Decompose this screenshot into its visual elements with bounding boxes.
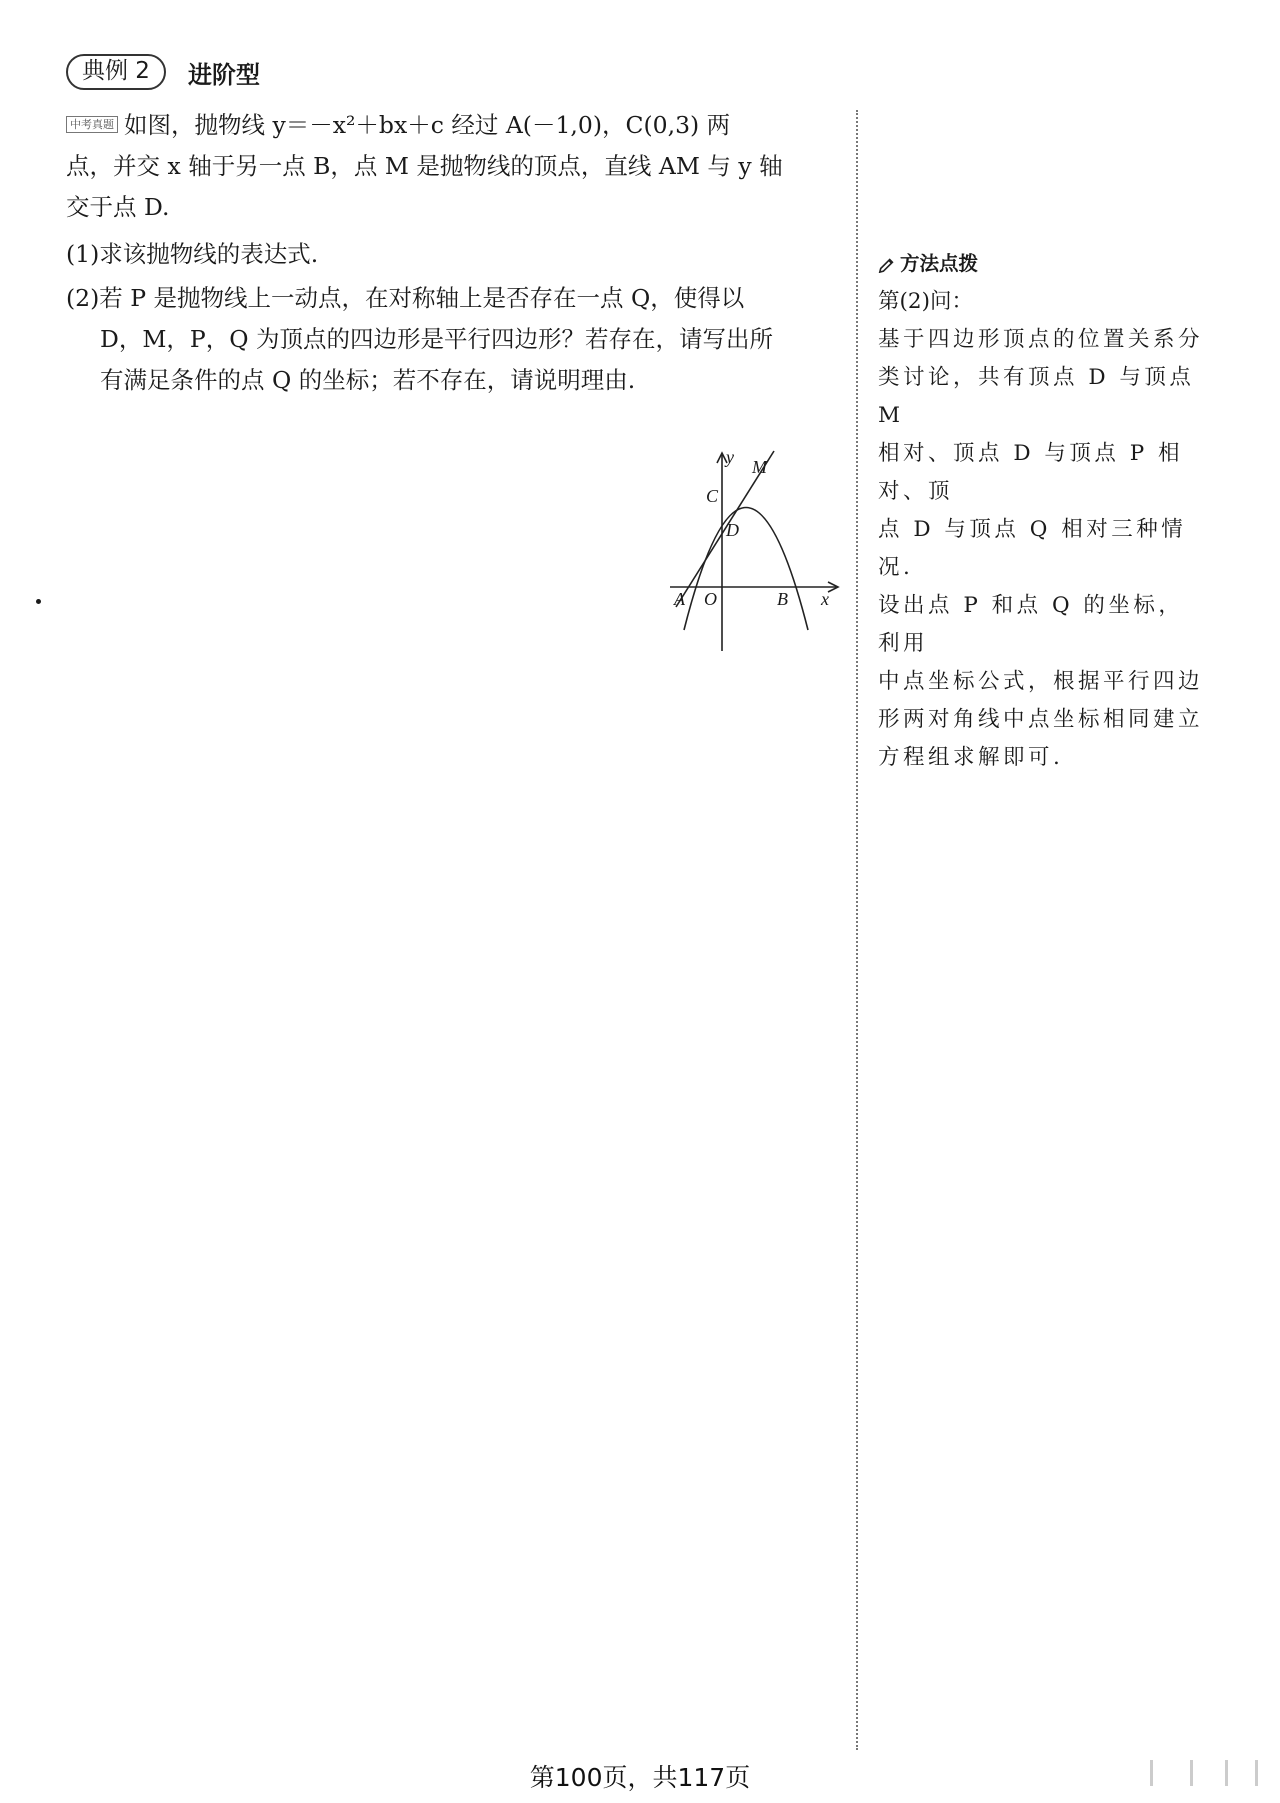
method-line-8: 方程组求解即可. xyxy=(878,745,1064,770)
label-d: D xyxy=(726,520,739,540)
label-m: M xyxy=(752,457,767,477)
question-2-line-2: D，M，P，Q 为顶点的四边形是平行四边形？若存在，请写出所 xyxy=(100,325,773,353)
column-divider xyxy=(856,110,858,1750)
problem-body xyxy=(66,105,836,401)
method-title xyxy=(878,245,1208,283)
problem-line-2: 点，并交 x 轴于另一点 B，点 M 是抛物线的顶点，直线 AM 与 y 轴 xyxy=(66,152,783,180)
pencil-icon xyxy=(878,255,896,273)
problem-line-1 xyxy=(66,105,836,146)
question-2-line-3: 有满足条件的点 Q 的坐标；若不存在，请说明理由. xyxy=(100,366,636,394)
stray-dot xyxy=(36,599,41,604)
method-line-7: 形两对角线中点坐标相同建立 xyxy=(878,707,1204,732)
label-o: O xyxy=(704,589,717,609)
question-1: (1)求该抛物线的表达式. xyxy=(66,240,319,268)
label-a: A xyxy=(674,589,685,609)
scan-mark xyxy=(1225,1760,1228,1786)
method-subtitle: 第(2)问： xyxy=(878,289,973,314)
source-tag: 中考真题 xyxy=(66,116,118,133)
scan-mark xyxy=(1190,1760,1193,1786)
method-line-1: 基于四边形顶点的位置关系分 xyxy=(878,327,1204,352)
method-line-2: 类讨论，共有顶点 D 与顶点 M xyxy=(878,365,1195,428)
scan-mark xyxy=(1150,1760,1153,1786)
scan-mark xyxy=(1255,1760,1258,1786)
label-y: y xyxy=(726,447,734,467)
page-indicator: 第100页，共117页 xyxy=(529,1763,751,1792)
method-title-text: 方法点拨 xyxy=(900,252,979,275)
method-line-6: 中点坐标公式，根据平行四边 xyxy=(878,669,1204,694)
method-line-3: 相对、顶点 D 与顶点 P 相对、顶 xyxy=(878,441,1184,504)
example-header xyxy=(66,52,260,92)
method-line-4: 点 D 与顶点 Q 相对三种情况. xyxy=(878,517,1187,580)
problem-line-3: 交于点 D. xyxy=(66,193,170,221)
example-type-title: 进阶型 xyxy=(187,60,260,89)
label-b: B xyxy=(777,589,788,609)
example-badge: 典例 2 xyxy=(66,54,166,90)
parabola-curve xyxy=(684,508,808,631)
method-line-5: 设出点 P 和点 Q 的坐标，利用 xyxy=(878,593,1184,656)
parabola-figure xyxy=(660,445,850,655)
label-c: C xyxy=(706,486,719,506)
method-sidebar xyxy=(878,245,1208,777)
problem-text-1: 如图，抛物线 y＝－x²＋bx＋c 经过 A(－1,0)，C(0,3) 两 xyxy=(124,111,731,139)
label-x: x xyxy=(821,589,829,609)
question-2-line-1: (2)若 P 是抛物线上一动点，在对称轴上是否存在一点 Q，使得以 xyxy=(66,284,745,312)
